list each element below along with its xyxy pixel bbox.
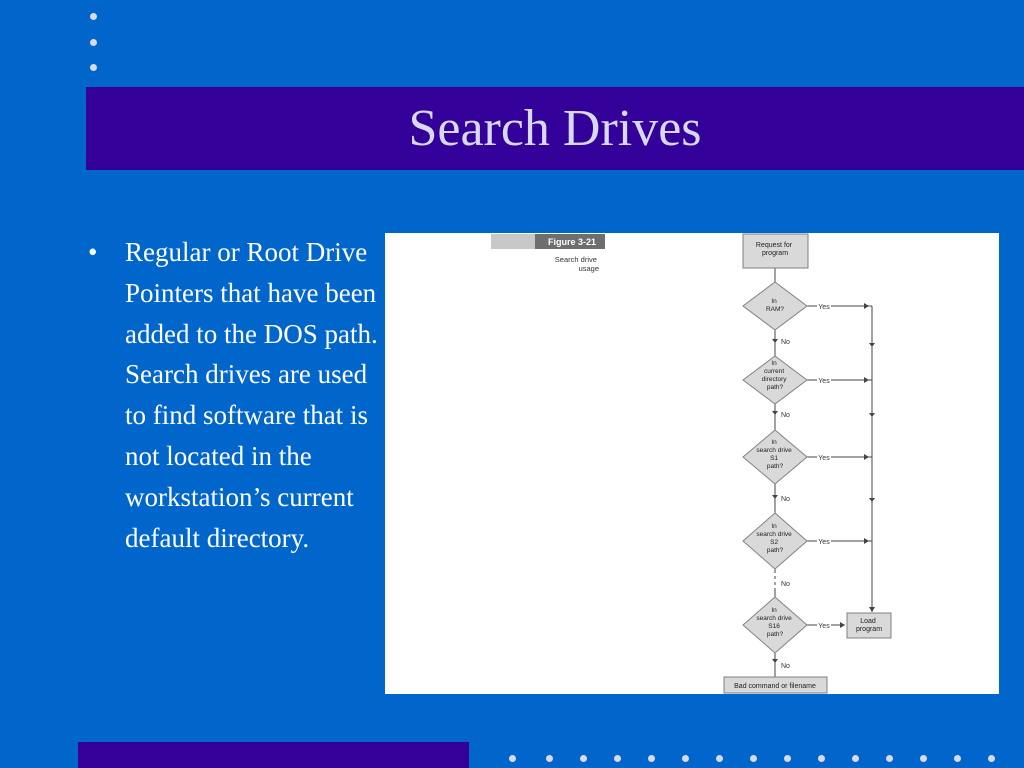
decision-line: path? bbox=[766, 463, 784, 470]
no-label: No bbox=[781, 581, 790, 588]
decision-line: search drive bbox=[756, 531, 792, 538]
arrowhead bbox=[864, 538, 869, 544]
yes-label: Yes bbox=[818, 539, 830, 546]
decor-dot bbox=[682, 755, 689, 762]
decor-dot bbox=[580, 755, 587, 762]
yes-label: Yes bbox=[818, 304, 830, 311]
decor-dot bbox=[784, 755, 791, 762]
decision-line: search drive bbox=[756, 447, 792, 454]
decor-dot bbox=[90, 13, 97, 20]
decision-line: In bbox=[771, 607, 777, 614]
decision-line: In bbox=[771, 523, 777, 530]
start-box-line: program bbox=[761, 250, 789, 257]
decision-line: S2 bbox=[770, 539, 779, 546]
figure-caption-line: Search drive bbox=[554, 255, 597, 264]
no-label: No bbox=[781, 412, 790, 419]
arrowhead bbox=[840, 622, 845, 628]
decor-dot bbox=[90, 64, 97, 71]
flowchart-svg bbox=[385, 233, 999, 694]
decision-line: In bbox=[771, 298, 777, 305]
arrowhead bbox=[869, 498, 875, 502]
decor-dot bbox=[716, 755, 723, 762]
decor-dot bbox=[818, 755, 825, 762]
decor-dot bbox=[90, 39, 97, 46]
decision-line: S16 bbox=[768, 623, 780, 630]
decor-dot bbox=[920, 755, 927, 762]
decision-line: path? bbox=[766, 384, 784, 391]
figure-caption bbox=[555, 255, 599, 273]
flowchart-figure bbox=[385, 233, 999, 694]
arrowhead bbox=[864, 303, 869, 309]
yes-label: Yes bbox=[818, 455, 830, 462]
bottom-bar bbox=[78, 742, 469, 768]
decor-dot bbox=[614, 755, 621, 762]
figure-caption-line: usage bbox=[578, 264, 599, 273]
no-label: No bbox=[781, 663, 790, 670]
decision-line: In bbox=[771, 360, 777, 367]
start-box-line: Request for bbox=[755, 242, 793, 249]
decor-dot bbox=[852, 755, 859, 762]
arrowhead bbox=[869, 343, 875, 347]
arrowhead bbox=[869, 413, 875, 417]
decision-line: path? bbox=[766, 547, 784, 554]
title-bar bbox=[86, 87, 1024, 170]
load-program-line: Load bbox=[860, 618, 876, 625]
decor-dot bbox=[648, 755, 655, 762]
arrowhead bbox=[869, 607, 875, 612]
yes-label: Yes bbox=[818, 623, 830, 630]
yes-label: Yes bbox=[818, 378, 830, 385]
figure-label: Figure 3-21 bbox=[547, 237, 597, 247]
arrowhead bbox=[772, 659, 778, 663]
decision-line: current bbox=[763, 368, 785, 375]
arrowhead bbox=[772, 339, 778, 343]
decor-dot bbox=[546, 755, 553, 762]
arrowhead bbox=[772, 411, 778, 415]
no-label: No bbox=[781, 339, 790, 346]
load-program-line: program bbox=[855, 626, 883, 633]
end-box-text: Bad command or filename bbox=[734, 683, 816, 690]
decision-line: In bbox=[771, 439, 777, 446]
decor-dot bbox=[954, 755, 961, 762]
decor-dot bbox=[750, 755, 757, 762]
slide-title: Search Drives bbox=[408, 100, 702, 157]
decor-dot bbox=[988, 755, 995, 762]
decision-line: RAM? bbox=[765, 306, 785, 313]
decision-line: S1 bbox=[770, 455, 779, 462]
no-label: No bbox=[781, 496, 790, 503]
bullet-marker: • bbox=[88, 237, 98, 267]
decor-dot bbox=[886, 755, 893, 762]
bullet-item: Regular or Root Drive Pointers that have been added to the DOS path. Search drives are used to find software that is not located in the workstation’s current default directory. bbox=[125, 237, 378, 553]
arrowhead bbox=[772, 495, 778, 499]
arrowhead bbox=[864, 454, 869, 460]
decision-line: path? bbox=[766, 631, 784, 638]
decision-line: directory bbox=[761, 376, 787, 383]
decor-dot bbox=[509, 755, 516, 762]
arrowhead bbox=[864, 377, 869, 383]
figure-label-fade bbox=[491, 234, 535, 249]
decision-line: search drive bbox=[756, 615, 792, 622]
